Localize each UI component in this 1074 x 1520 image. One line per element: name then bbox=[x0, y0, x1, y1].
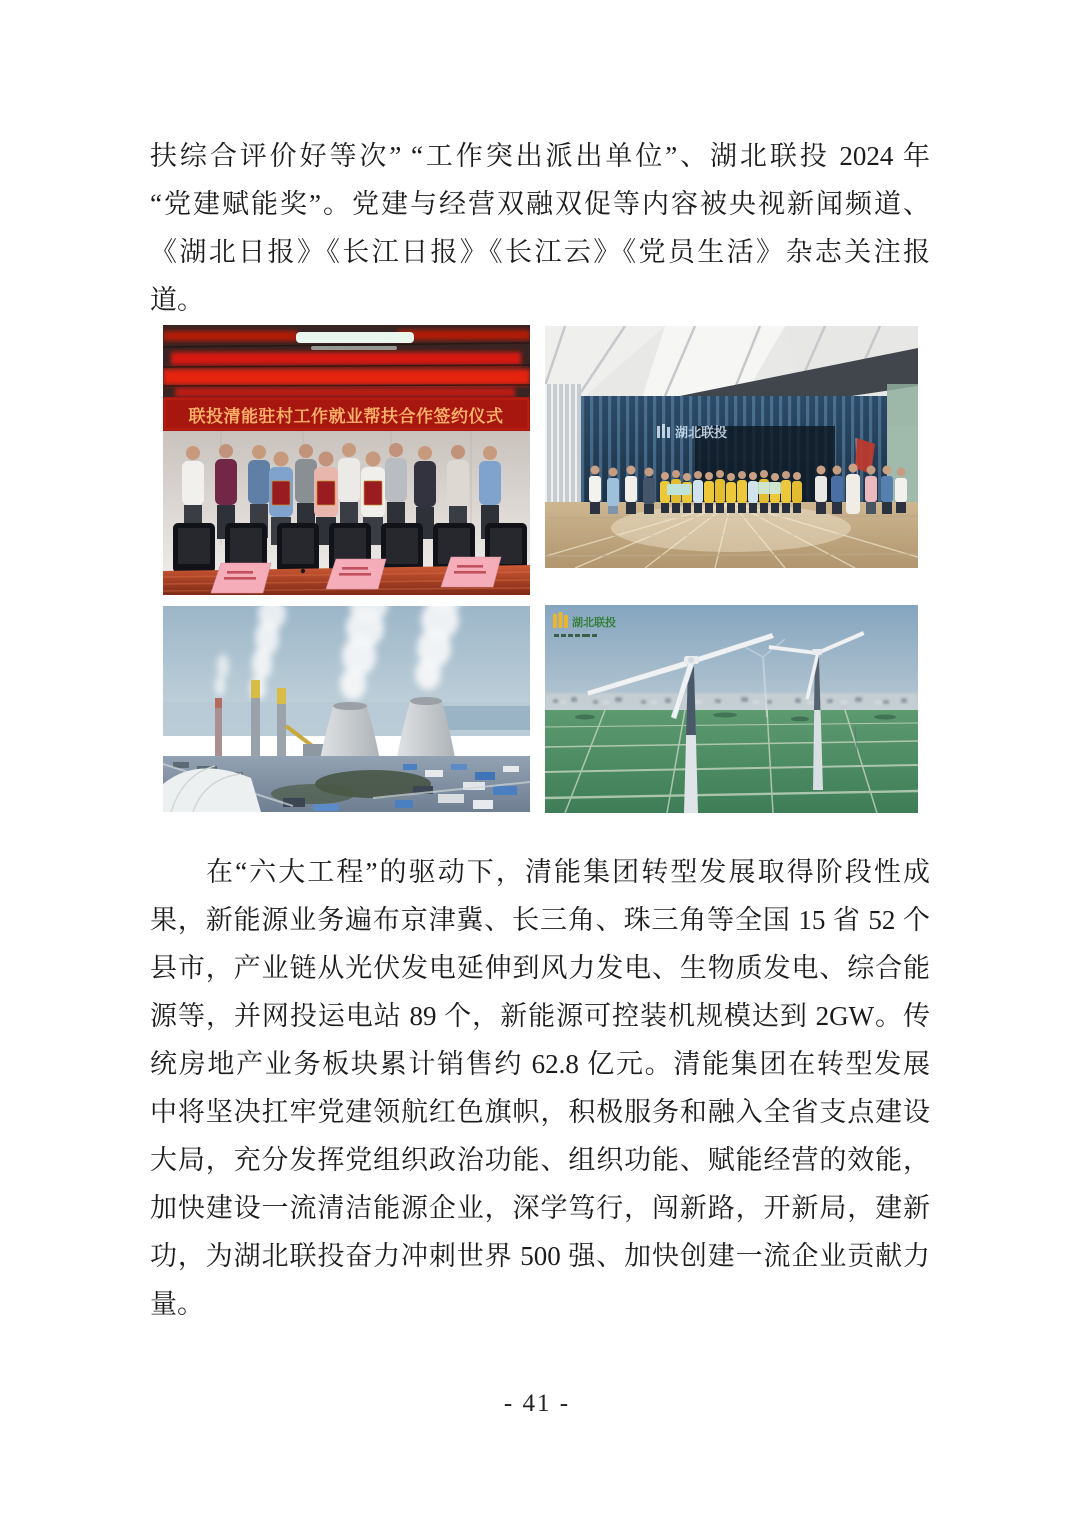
paragraph-line: 大局，充分发挥党组织政治功能、组织功能、赋能经营的效能， bbox=[150, 1145, 930, 1175]
paragraph-line: 道。 bbox=[150, 285, 204, 315]
paragraph-line: 中将坚决扛牢党建领航红色旗帜，积极服务和融入全省支点建设 bbox=[150, 1097, 930, 1127]
photo-signing-ceremony bbox=[163, 325, 530, 595]
power-plant-illustration bbox=[163, 606, 530, 812]
microphone bbox=[301, 569, 305, 573]
banner-text: 联投清能驻村工作就业帮扶合作签约仪式 bbox=[188, 407, 504, 426]
paragraph-line: 加快建设一流清洁能源企业，深学笃行，闯新路，开新局，建新 bbox=[150, 1193, 930, 1223]
farm-fields bbox=[545, 710, 918, 813]
small-sign-board bbox=[667, 484, 691, 495]
paragraph-line: 县市，产业链从光伏发电延伸到风力发电、生物质发电、综合能 bbox=[150, 953, 930, 983]
group-lobby-illustration bbox=[545, 326, 918, 568]
name-card bbox=[326, 559, 386, 589]
photo-group-lobby bbox=[545, 326, 918, 568]
paragraph-line: 量。 bbox=[150, 1289, 204, 1319]
paragraph-top bbox=[150, 132, 930, 324]
signing-ceremony-illustration bbox=[163, 325, 530, 595]
name-card bbox=[211, 563, 271, 593]
watermark-text: 湖北联投 bbox=[572, 617, 616, 629]
paragraph-line: 功，为湖北联投奋力冲刺世界 500 强、加快创建一流企业贡献力 bbox=[150, 1241, 930, 1271]
name-card bbox=[441, 557, 501, 587]
paragraph-line: 统房地产业务板块累计销售约 62.8 亿元。清能集团在转型发展 bbox=[150, 1049, 930, 1079]
left-slat-screen bbox=[545, 384, 581, 506]
paragraph-line: 《湖北日报》《长江日报》《长江云》《党员生活》杂志关注报 bbox=[150, 237, 930, 267]
photo-power-plant bbox=[163, 606, 530, 812]
small-sign-board bbox=[755, 482, 781, 494]
photo-wind-farm bbox=[545, 605, 918, 813]
paragraph-line: 源等，并网投运电站 89 个，新能源可控装机规模达到 2GW。传 bbox=[150, 1001, 930, 1031]
paragraph-line: “党建赋能奖”。党建与经营双融双促等内容被央视新闻频道、 bbox=[150, 189, 930, 219]
paragraph-main bbox=[150, 848, 930, 1328]
paragraph-line: 在“六大工程”的驱动下，清能集团转型发展取得阶段性成 bbox=[206, 857, 930, 887]
red-banner bbox=[163, 397, 530, 431]
page-number: - 41 - bbox=[503, 1390, 571, 1417]
paragraph-line: 扶综合评价好等次” “工作突出派出单位”、湖北联投 2024 年 bbox=[150, 141, 930, 171]
fluorescent-lamp bbox=[296, 332, 414, 350]
wind-farm-illustration bbox=[545, 605, 918, 813]
building-sign-text: 湖北联投 bbox=[675, 425, 728, 440]
paragraph-line: 果，新能源业务遍布京津冀、长三角、珠三角等全国 15 省 52 个 bbox=[150, 905, 930, 935]
